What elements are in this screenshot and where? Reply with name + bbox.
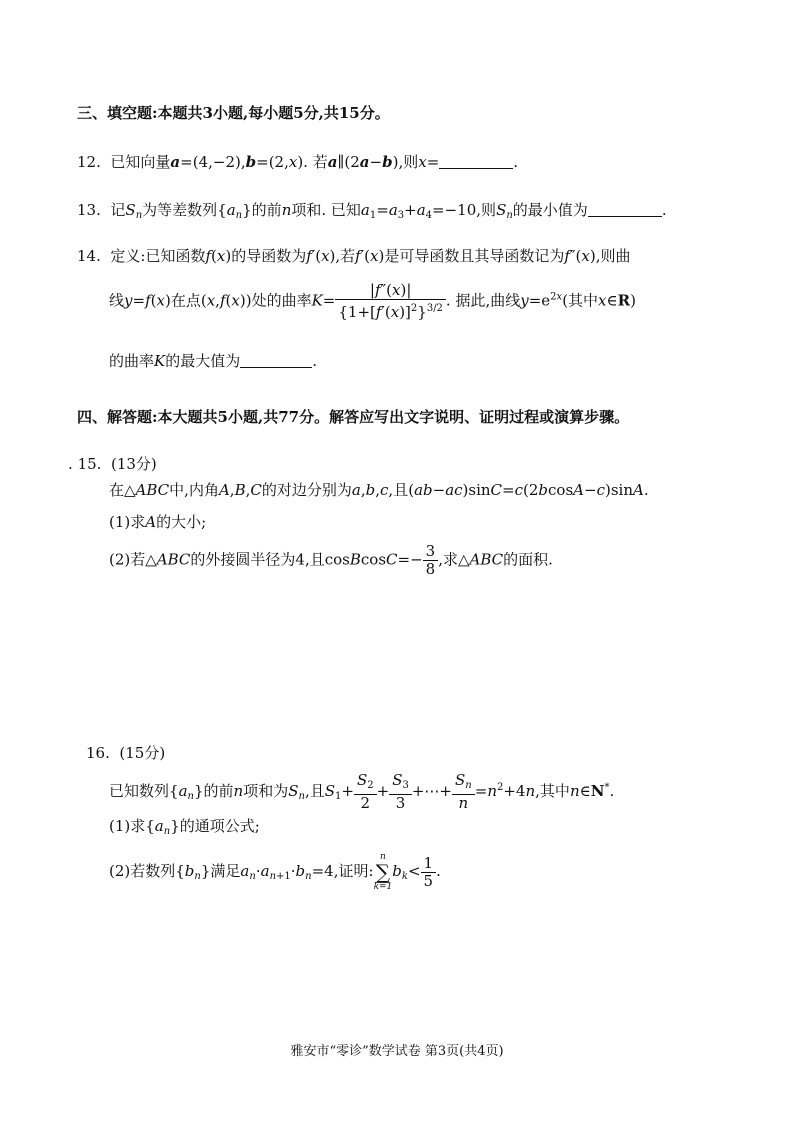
section-4-heading: 四、解答题:本大题共5小题,共77分。解答应写出文字说明、证明过程或演算步骤。: [77, 408, 630, 426]
question-15-stem: 在△ABC中,内角A,B,C的对边分别为a,b,c,且(ab−ac)sinC=c(2bcosA−c)sinA.: [109, 481, 649, 499]
question-16-header: [86, 742, 165, 763]
question-16-part-1: (1)求$\{a_n\}$的通项公式;: [109, 817, 260, 837]
question-14-line-3: 的曲率K的最大值为 .: [109, 352, 318, 370]
question-number: 14.: [77, 247, 101, 265]
question-16-stem: 已知数列$\{a_n\}$的前n项和为$S_n$,且$S_1+$ $\frac{S_2}{2}$ + $\frac{S_3}{3}$ +⋯+ $\frac{S_n}{n}$ $=n^2+4n$,其中n∈N*.: [109, 771, 615, 812]
question-14: 14. 定义:已知函数f(x)的导函数为f′(x),若f′(x)是可导函数且其导函数记为f″(x),则曲: [77, 247, 631, 265]
question-number: 16.: [86, 744, 110, 762]
answer-blank[interactable]: [588, 202, 662, 217]
question-16-part-2: (2)若数列$\{b_n\}$满足$a_n\cdot a_{n+1}\cdot b_n=4$,证明: n ∑ k=1 $b_k<$ $\frac{1}{5}$ .: [109, 852, 441, 892]
score: (15分): [119, 744, 166, 762]
question-number: 13.: [77, 201, 101, 219]
curvature-fraction: $\frac{|f''(x)|}{\{1+[f'(x)]^2\}^{3/2}}$: [335, 282, 446, 321]
question-12: 12. 已知向量a=(4,−2),b=(2,x). 若a∥(2a−b),则x= .: [77, 153, 519, 171]
question-13: 13. 记$S_n$为等差数列$\{a_n\}$的前n项和. 已知$a_1=a_3+a_4=-10$,则$S_n$的最小值为 .: [77, 201, 667, 221]
question-14-line-2: 线y=f(x)在点(x,f(x))处的曲率K= $\frac{|f''(x)|}{\{1+[f'(x)]^2\}^{3/2}}$ . 据此,曲线$y=e^{2x}$(其中x∈R): [109, 281, 636, 321]
question-15-part-2: (2)若△ABC的外接圆半径为4,且cosBcosC=− $\frac{3}{8}$ ,求△ABC的面积.: [109, 542, 553, 578]
question-15-header: . 15. (13分): [68, 455, 157, 473]
question-15-part-1: (1)求A的大小;: [109, 513, 207, 531]
answer-blank[interactable]: [439, 154, 513, 169]
question-number: 15.: [77, 455, 102, 473]
page-footer: 雅安市“零诊”数学试卷 第3页(共4页): [290, 1044, 504, 1059]
score: (13分): [110, 455, 157, 473]
question-number: 12.: [77, 153, 101, 171]
section-3-heading: 三、填空题:本题共3小题,每小题5分,共15分。: [77, 104, 390, 122]
answer-blank[interactable]: [240, 353, 312, 368]
